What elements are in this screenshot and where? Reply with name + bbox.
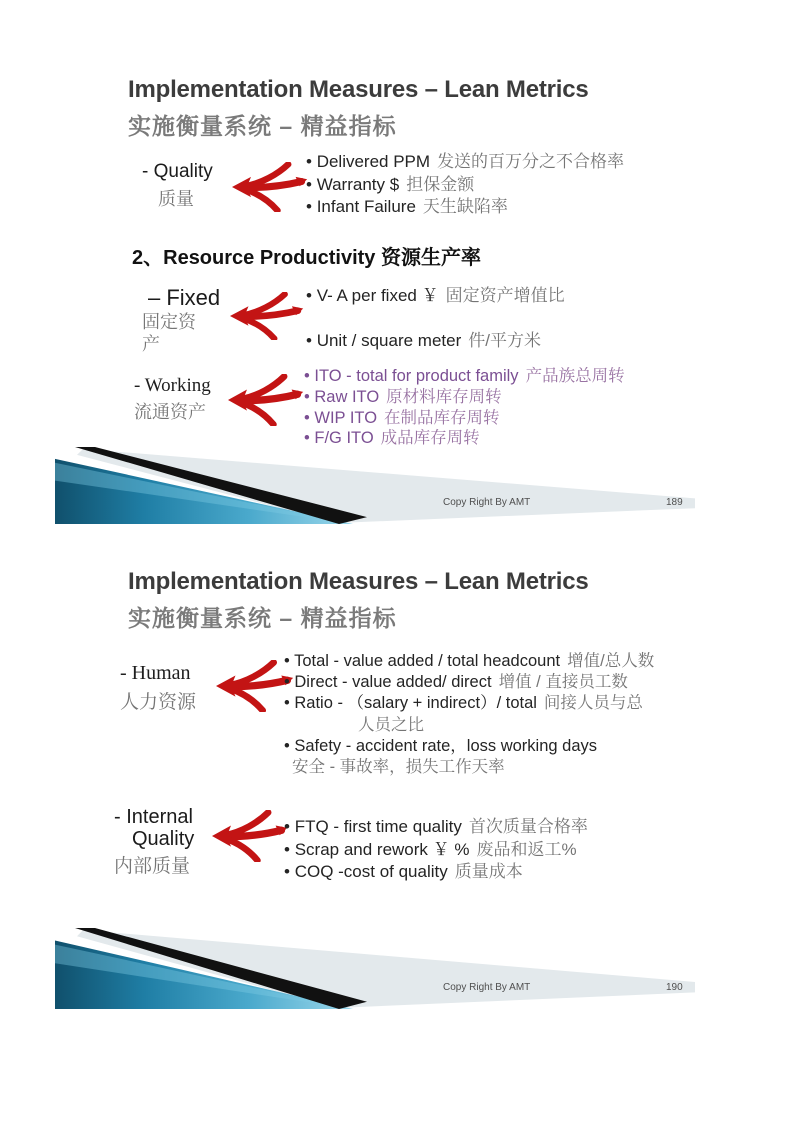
branching-arrow-icon <box>216 660 294 712</box>
bullet-text-en: WIP ITO <box>314 408 378 427</box>
bullet-text-en: Warranty $ <box>316 174 400 194</box>
bullet-text-zh: 原材料库存周转 <box>386 387 502 406</box>
branching-arrow-icon <box>230 292 304 340</box>
bullet-item <box>306 330 565 353</box>
human-bullets <box>284 651 654 778</box>
bullet-text-en: ITO - total for product family <box>314 367 519 385</box>
working-label-zh: 流通资产 <box>134 402 206 422</box>
bullet-item <box>306 196 624 219</box>
quality-label-zh: 质量 <box>158 189 194 209</box>
branching-arrow-icon <box>212 810 288 862</box>
bullet-text-en: Scrap and rework ￥ % <box>294 839 470 859</box>
branching-arrow-icon <box>232 162 308 212</box>
bullet-text-zh: 废品和返工% <box>476 839 577 859</box>
fixed-bullets <box>306 285 565 352</box>
bullet-item <box>284 816 588 839</box>
page-number: 189 <box>666 497 683 508</box>
human-label: - Human <box>120 662 191 684</box>
bullet-text-en: Direct - value added/ direct <box>294 673 492 692</box>
bullet-text-zh: 件/平方米 <box>468 330 541 350</box>
branching-arrow-icon <box>228 374 304 426</box>
bullet-text-en: Delivered PPM <box>316 152 431 171</box>
bullet-item <box>284 839 588 862</box>
bullet-item <box>306 151 624 174</box>
internal-quality-label: - Internal <box>114 806 193 828</box>
bullet-item <box>306 285 565 308</box>
bullet-text-zh: 增值/总人数 <box>567 652 655 670</box>
bullet-text-en: Unit / square meter <box>316 330 462 350</box>
teal-swoosh-graphic <box>55 928 695 1009</box>
page-number: 190 <box>666 982 683 993</box>
bullet-text-zh: 在制品库存周转 <box>384 408 500 427</box>
bullet-text-en: Safety - accident rate，loss working days <box>294 736 598 755</box>
bullet-text-en: V- A per fixed ￥ <box>316 286 439 305</box>
bullet-text-zh: 产品族总周转 <box>525 367 625 385</box>
bullet-text-zh: 天生缺陷率 <box>422 197 508 216</box>
bullet-item <box>284 651 654 672</box>
slide2-subtitle: 实施衡量系统 – 精益指标 <box>128 605 397 631</box>
bullet-item <box>304 408 625 429</box>
slide1-subtitle: 实施衡量系统 – 精益指标 <box>128 113 397 139</box>
copyright-text: Copy Right By AMT <box>443 497 531 508</box>
fixed-label-zh: 固定资产 <box>142 312 196 354</box>
bullet-text-en: Infant Failure <box>316 197 416 216</box>
working-bullets <box>304 366 625 449</box>
bullet-text-en: FTQ - first time quality <box>294 817 462 836</box>
bullet-item <box>306 174 624 197</box>
bullet-item <box>304 366 625 387</box>
bullet-item <box>284 693 654 714</box>
quality-bullets <box>306 151 624 219</box>
bullet-item <box>304 387 625 408</box>
working-label: - Working <box>134 375 211 396</box>
bullet-continuation: 人员之比 <box>358 715 424 734</box>
bullet-text-zh: 发送的百万分之不合格率 <box>437 152 625 171</box>
slide2-title: Implementation Measures – Lean Metrics <box>128 568 589 595</box>
bullet-text-en: COQ -cost of quality <box>294 862 448 881</box>
bullet-text-zh: 首次质量合格率 <box>468 817 588 836</box>
internal-quality-bullets <box>284 816 588 884</box>
human-label-zh: 人力资源 <box>120 692 197 713</box>
bullet-text-en: Total - value added / total headcount <box>294 652 561 670</box>
bullet-text-zh: 成品库存周转 <box>380 429 480 448</box>
bullet-text-zh: 质量成本 <box>454 862 523 881</box>
bullet-text-zh: 担保金额 <box>406 174 475 194</box>
slide1-title: Implementation Measures – Lean Metrics <box>128 76 589 103</box>
copyright-text: Copy Right By AMT <box>443 982 531 993</box>
bullet-text-en: Raw ITO <box>314 387 380 406</box>
teal-swoosh-graphic <box>55 447 695 524</box>
bullet-text-en: F/G ITO <box>314 429 374 448</box>
internal-quality-label-zh: 内部质量 <box>114 856 191 877</box>
bullet-text-zh: 间接人员与总 <box>543 694 643 713</box>
quality-label: - Quality <box>142 161 213 182</box>
bullet-item <box>284 861 588 884</box>
bullet-continuation: 安全 - 事故率，损失工作天率 <box>292 758 505 777</box>
section-heading: 2、Resource Productivity 资源生产率 <box>132 247 481 269</box>
bullet-text-en: Ratio - （salary + indirect）/ total <box>294 694 537 713</box>
fixed-label: – Fixed <box>148 285 221 310</box>
bullet-item <box>284 736 654 757</box>
bullet-text-zh: 固定资产增值比 <box>445 286 565 305</box>
bullet-item <box>284 672 654 693</box>
bullet-text-zh: 增值 / 直接员工数 <box>498 673 628 692</box>
internal-quality-label-2: Quality <box>132 828 195 850</box>
